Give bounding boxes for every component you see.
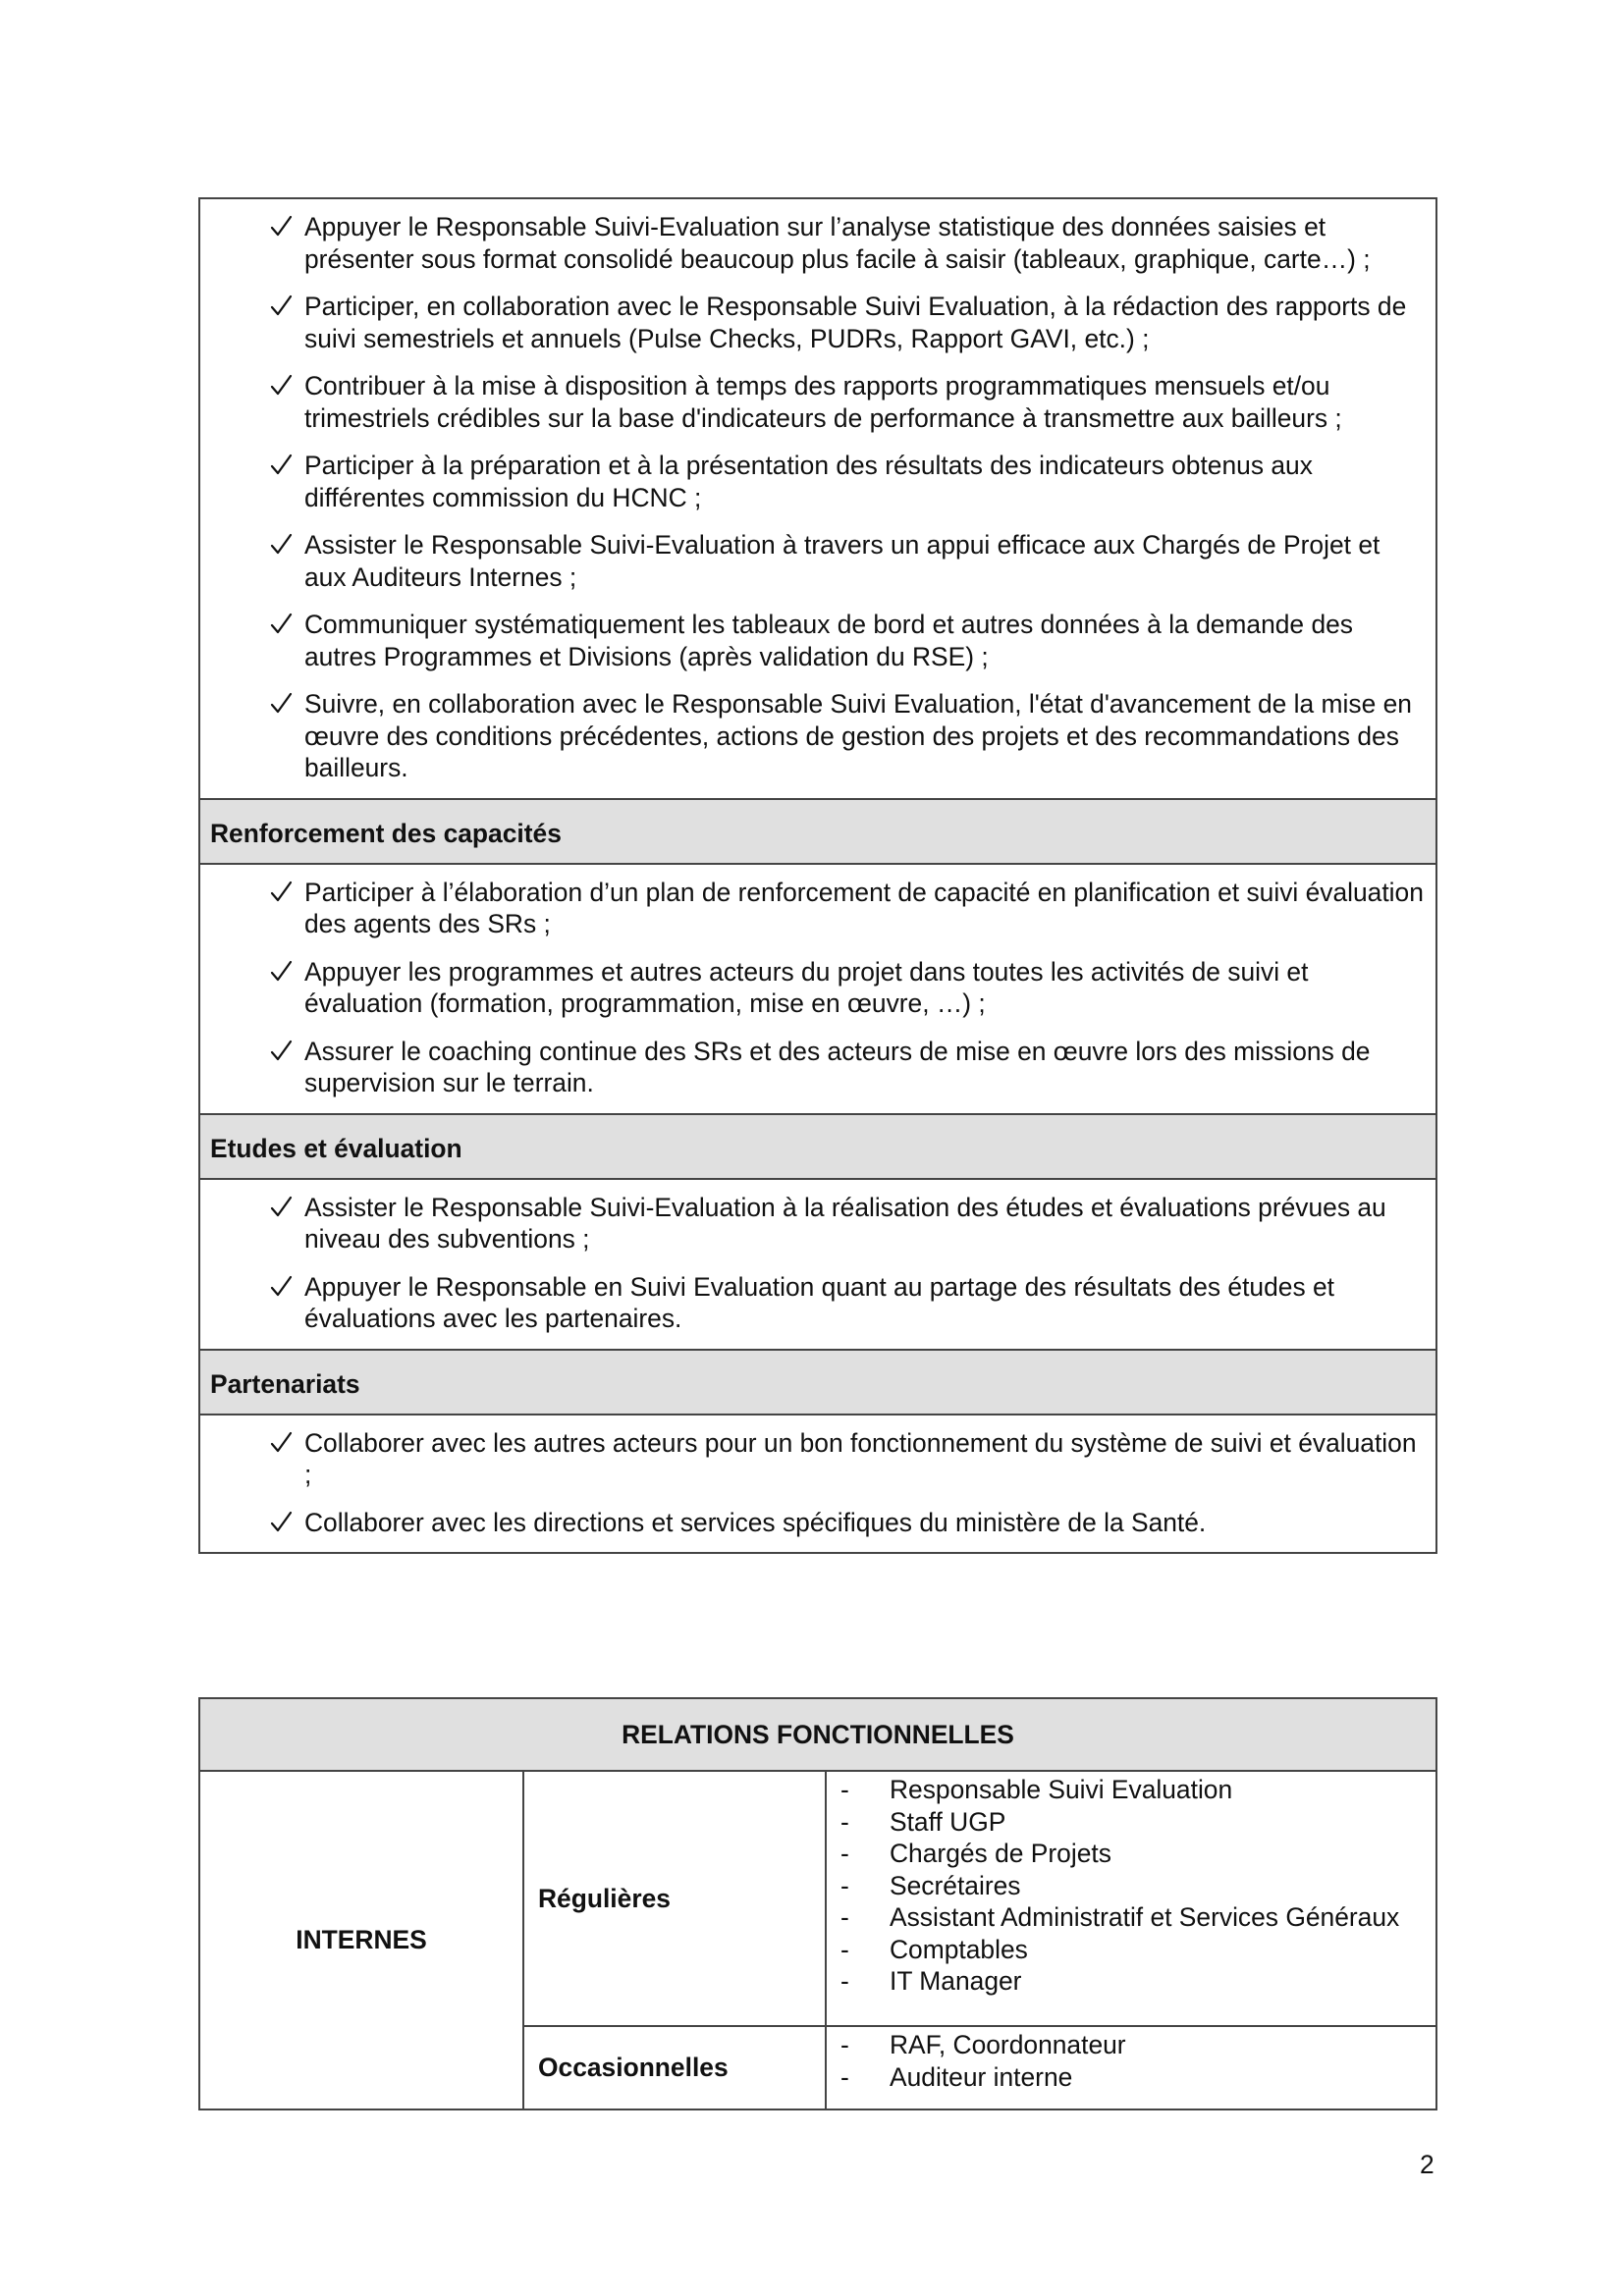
task-item <box>249 1507 1428 1539</box>
task-item <box>249 1271 1428 1335</box>
dash-bullet: - <box>840 1870 849 1900</box>
section-cell <box>200 865 1435 1113</box>
check-icon <box>269 211 295 242</box>
section-cell <box>200 1180 1435 1349</box>
relation-text: Assistant Administratif et Services Généraux <box>890 1902 1400 1932</box>
task-text: Assister le Responsable Suivi-Evaluation à travers un appui efficace aux Chargés de Projet et aux Auditeurs Internes ; <box>304 530 1380 592</box>
section-list <box>249 1192 1428 1335</box>
check-icon <box>269 1271 295 1303</box>
tasks-table <box>198 197 1437 1554</box>
dash-bullet: - <box>840 2061 849 2092</box>
relations-title: RELATIONS FONCTIONNELLES <box>200 1699 1435 1772</box>
internes-label: INTERNES <box>200 1772 524 2109</box>
task-item <box>249 211 1428 275</box>
relation-type-label: Occasionnelles <box>538 2053 729 2082</box>
task-text: Participer à la préparation et à la présentation des résultats des indicateurs obtenus aux différentes commission du HCNC ; <box>304 451 1313 512</box>
relation-item <box>840 1838 1435 1870</box>
dash-bullet: - <box>840 2030 849 2059</box>
relation-item <box>840 1934 1435 1966</box>
task-item <box>249 609 1428 672</box>
check-icon <box>269 1427 295 1459</box>
sections-container <box>200 798 1435 1553</box>
task-text: Assurer le coaching continue des SRs et des acteurs de mise en œuvre lors des missions de supervision sur le terrain. <box>304 1036 1371 1097</box>
task-item <box>249 529 1428 593</box>
relation-text: Comptables <box>890 1934 1028 1964</box>
task-text: Participer à l’élaboration d’un plan de renforcement de capacité en planification et suivi évaluation des agents des SRs ; <box>304 877 1424 938</box>
task-item <box>249 1192 1428 1255</box>
section-header: Etudes et évaluation <box>200 1113 1435 1180</box>
task-text: Assister le Responsable Suivi-Evaluation à la réalisation des études et évaluations prévues au niveau des subventions ; <box>304 1192 1386 1254</box>
relation-item <box>840 1901 1435 1934</box>
section-list <box>249 877 1428 1099</box>
relation-text: RAF, Coordonnateur <box>890 2030 1126 2059</box>
dash-bullet: - <box>840 1806 849 1837</box>
task-text: Collaborer avec les autres acteurs pour un bon fonctionnement du système de suivi et évaluation ; <box>304 1427 1417 1489</box>
task-item <box>249 450 1428 513</box>
dash-bullet: - <box>840 1839 849 1868</box>
check-icon <box>269 529 295 561</box>
dash-bullet: - <box>840 1902 849 1932</box>
dash-bullet: - <box>840 1966 849 1996</box>
task-text: Contribuer à la mise à disposition à temps des rapports programmatiques mensuels et/ou trimestriels crédibles sur la base d'indicateurs de performance à transmettre aux bailleurs ; <box>304 371 1342 433</box>
task-text: Participer, en collaboration avec le Responsable Suivi Evaluation, à la rédaction des rapports de suivi semestriels et annuels (Pulse Checks, PUDRs, Rapport GAVI, etc.) ; <box>304 292 1407 353</box>
check-icon <box>269 688 295 720</box>
relation-item <box>840 1965 1435 1998</box>
check-icon <box>269 609 295 640</box>
check-icon <box>269 450 295 481</box>
dash-bullet: - <box>840 1775 849 1804</box>
section-header: Renforcement des capacités <box>200 798 1435 865</box>
relation-type-label: Régulières <box>538 1883 671 1913</box>
task-item <box>249 688 1428 784</box>
check-icon <box>269 1036 295 1067</box>
task-item <box>249 370 1428 434</box>
page-number: 2 <box>1420 2150 1435 2179</box>
relation-text: Auditeur interne <box>890 2061 1073 2092</box>
task-text: Communiquer systématiquement les tableaux de bord et autres données à la demande des autres Programmes et Divisions (après validation du RSE) ; <box>304 610 1353 671</box>
check-icon <box>269 1507 295 1538</box>
check-icon <box>269 291 295 322</box>
relation-item <box>840 2061 1435 2094</box>
task-item <box>249 1036 1428 1099</box>
section-list <box>249 1427 1428 1539</box>
section-cell <box>200 1415 1435 1553</box>
relation-text: IT Manager <box>890 1966 1022 1996</box>
relation-items <box>840 2029 1435 2093</box>
relation-list-regulieres <box>827 1772 1435 2025</box>
task-item <box>249 956 1428 1020</box>
relation-item <box>840 2029 1435 2061</box>
relation-text: Secrétaires <box>890 1870 1021 1900</box>
task-item <box>249 877 1428 940</box>
dash-bullet: - <box>840 1934 849 1964</box>
task-item <box>249 291 1428 354</box>
relations-body <box>200 1772 1435 2109</box>
relations-table <box>198 1697 1437 2110</box>
task-text: Appuyer le Responsable Suivi-Evaluation sur l’analyse statistique des données saisies et présenter sous format consolidé beaucoup plus facile à saisir (tableaux, graphique, carte…) ; <box>304 212 1371 274</box>
task-item <box>249 1427 1428 1491</box>
relation-text: Staff UGP <box>890 1806 1006 1837</box>
relation-list-occasionnelles <box>827 2025 1435 2109</box>
relation-type-occasionnelles <box>524 2025 827 2109</box>
relation-items <box>840 1774 1435 1998</box>
relation-text: Responsable Suivi Evaluation <box>890 1775 1233 1804</box>
section-header: Partenariats <box>200 1349 1435 1415</box>
relation-text: Chargés de Projets <box>890 1839 1111 1868</box>
relation-item <box>840 1774 1435 1806</box>
check-icon <box>269 370 295 401</box>
relation-type-regulieres <box>524 1772 827 2025</box>
task-text: Appuyer le Responsable en Suivi Evaluation quant au partage des résultats des études et évaluations avec les partenaires. <box>304 1271 1334 1333</box>
relation-item <box>840 1806 1435 1839</box>
tasks-intro-cell <box>200 199 1435 798</box>
tasks-intro-list <box>249 211 1428 784</box>
check-icon <box>269 877 295 908</box>
task-text: Appuyer les programmes et autres acteurs du projet dans toutes les activités de suivi et évaluation (formation, programmation, mise en œuvre, …) ; <box>304 956 1309 1018</box>
task-text: Suivre, en collaboration avec le Responsable Suivi Evaluation, l'état d'avancement de la mise en œuvre des conditions précédentes, actions de gestion des projets et des recommandations des bailleurs. <box>304 689 1412 782</box>
check-icon <box>269 956 295 988</box>
relation-item <box>840 1870 1435 1902</box>
check-icon <box>269 1192 295 1223</box>
task-text: Collaborer avec les directions et services spécifiques du ministère de la Santé. <box>304 1507 1207 1537</box>
